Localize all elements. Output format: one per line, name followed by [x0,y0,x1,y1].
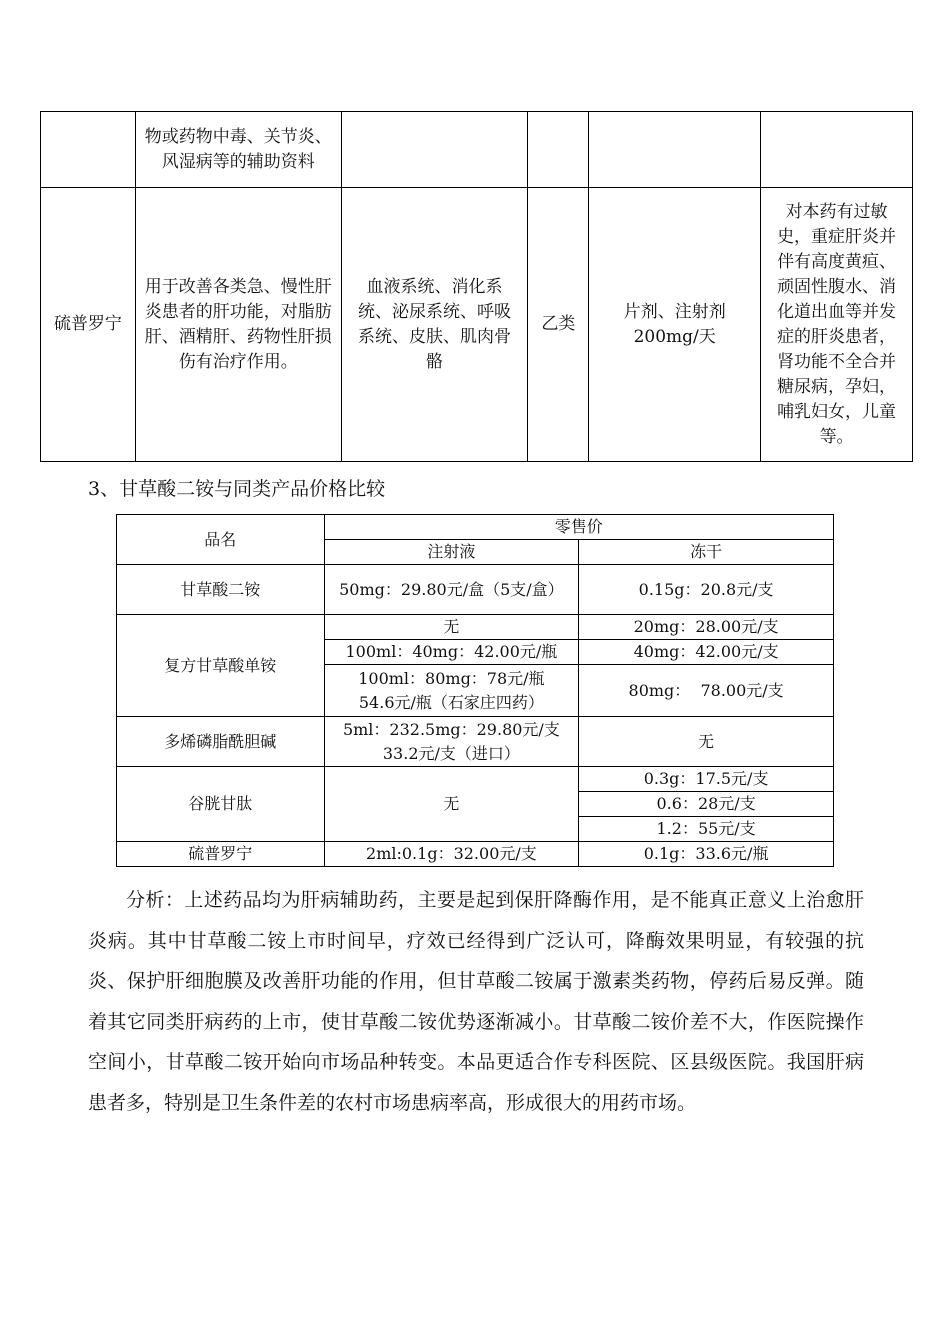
header-retail-price: 零售价 [324,515,833,540]
table-row [41,188,913,462]
table-row [117,615,834,640]
indication-cell: 用于改善各类急、慢性肝炎患者的肝功能，对脂肪肝、酒精肝、药物性肝损伤有治疗作用。 [135,188,341,462]
dosage-form: 片剂、注射剂 [623,301,726,322]
header-injection: 注射液 [324,540,579,565]
injection-price-line: 33.2元/支（进口） [382,743,520,763]
product-name-cell: 甘草酸二铵 [117,565,325,615]
lyophilized-price-cell: 40mg：42.00元/支 [579,640,834,665]
indication-cell: 物或药物中毒、关节炎、风湿病等的辅助资料 [135,112,341,188]
product-name-cell: 复方甘草酸单铵 [117,615,325,717]
dosage-cell [589,188,761,462]
injection-price-cell [324,717,579,767]
lyophilized-price-cell: 0.6：28元/支 [579,792,834,817]
product-name-cell: 多烯磷脂酰胆碱 [117,717,325,767]
lyophilized-price-cell: 80mg： 78.00元/支 [579,665,834,717]
table-row [117,842,834,867]
injection-price-cell: 无 [324,767,579,842]
injection-price-line: 54.6元/瓶（石家庄四药） [358,692,544,712]
injection-price-line: 100ml：80mg：78元/瓶 [358,668,545,688]
lyophilized-price-cell: 无 [579,717,834,767]
category-cell [528,112,589,188]
table-row [117,767,834,792]
header-product-name: 品名 [117,515,325,565]
side-effects-cell [341,112,528,188]
product-name-cell: 谷胱甘肽 [117,767,325,842]
lyophilized-price-cell: 20mg：28.00元/支 [579,615,834,640]
lyophilized-price-cell: 0.15g：20.8元/支 [579,565,834,615]
header-lyophilized: 冻干 [579,540,834,565]
table-row [117,565,834,615]
contraindications-cell: 对本药有过敏史，重症肝炎并伴有高度黄疸、顽固性腹水、消化道出血等并发症的肝炎患者，肾功能不全合并糖尿病，孕妇，哺乳妇女，儿童等。 [761,188,913,462]
lyophilized-price-cell: 0.1g：33.6元/瓶 [579,842,834,867]
product-name-cell: 硫普罗宁 [117,842,325,867]
lyophilized-price-cell: 0.3g：17.5元/支 [579,767,834,792]
analysis-paragraph: 分析：上述药品均为肝病辅助药，主要是起到保肝降酶作用，是不能真正意义上治愈肝炎病。其中甘草酸二铵上市时间早，疗效已经得到广泛认可，降酶效果明显，有较强的抗炎、保护肝细胞膜及改善肝功能的作用，但甘草酸二铵属于激素类药物，停药后易反弹。随着其它同类肝病药的上市，使甘草酸二铵优势逐渐减小。甘草酸二铵价差不大，作医院操作空间小，甘草酸二铵开始向市场品种转变。本品更适合作专科医院、区县级医院。我国肝病患者多，特别是卫生条件差的农村市场患病率高，形成很大的用药市场。 [88,889,864,1114]
dosage-cell [589,112,761,188]
drug-info-table [40,111,913,462]
injection-price-cell [324,665,579,717]
injection-price-cell: 无 [324,615,579,640]
table-row [117,717,834,767]
injection-price-cell: 2ml:0.1g：32.00元/支 [324,842,579,867]
price-comparison-table [116,514,834,867]
injection-price-cell: 50mg：29.80元/盒（5支/盒） [324,565,579,615]
contraindications-cell [761,112,913,188]
category-cell: 乙类 [528,188,589,462]
drug-name-cell [41,112,136,188]
injection-price-cell: 100ml：40mg：42.00元/瓶 [324,640,579,665]
section-heading: 3、甘草酸二铵与同类产品价格比较 [88,478,386,500]
lyophilized-price-cell: 1.2：55元/支 [579,817,834,842]
side-effects-cell: 血液系统、消化系统、泌尿系统、呼吸系统、皮肤、肌肉骨骼 [341,188,528,462]
dosage-amount: 200mg/天 [633,326,716,347]
drug-name-cell: 硫普罗宁 [41,188,136,462]
injection-price-line: 5ml：232.5mg：29.80元/支 [342,719,560,739]
table-row [41,112,913,188]
table-header-row [117,515,834,540]
